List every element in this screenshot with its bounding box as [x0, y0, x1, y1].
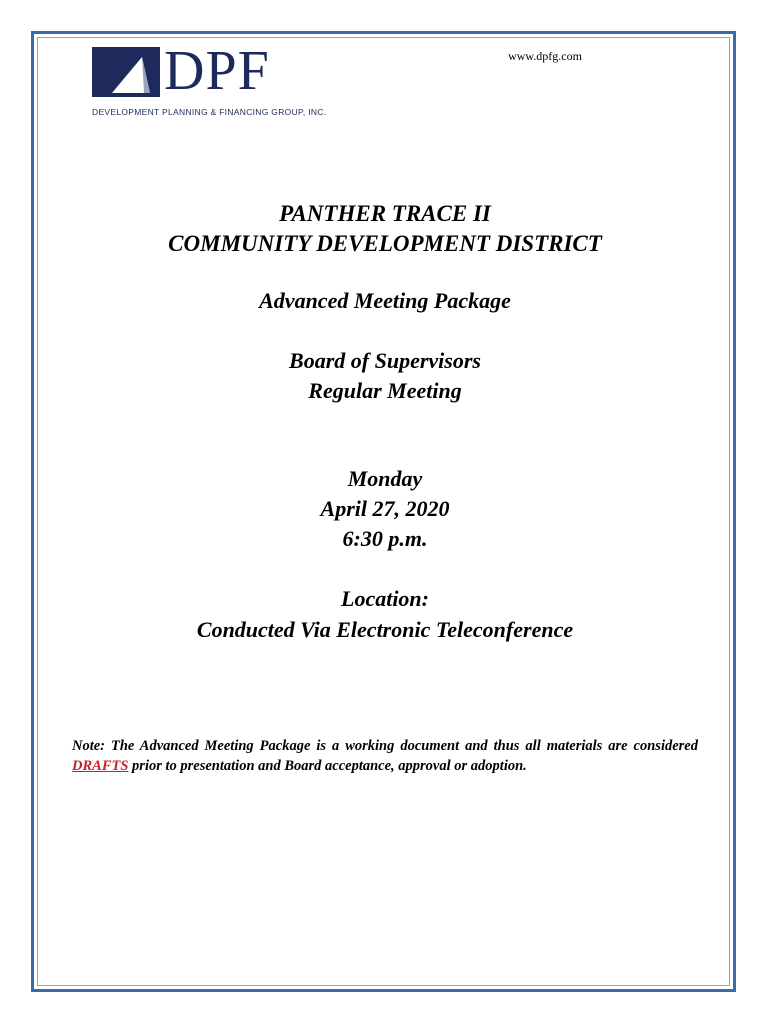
meeting-type: Regular Meeting	[308, 378, 462, 403]
meeting-datetime	[0, 464, 770, 554]
dpf-logo	[92, 40, 362, 122]
location-value: Conducted Via Electronic Teleconference	[196, 617, 574, 642]
logo-subtitle: DEVELOPMENT PLANNING & FINANCING GROUP, INC.	[92, 107, 327, 117]
package-label: Advanced Meeting Package	[259, 288, 511, 313]
meeting-location	[0, 583, 770, 645]
note-text-before: Note: The Advanced Meeting Package is a working document and thus all materials are considered	[72, 738, 698, 754]
location-label: Location:	[341, 586, 429, 611]
drafts-highlight: DRAFTS	[72, 758, 129, 774]
title-line-1: PANTHER TRACE II	[279, 201, 491, 226]
note-text-after: prior to presentation and Board acceptance, approval or adoption.	[128, 758, 527, 774]
meeting-day: Monday	[347, 466, 423, 491]
website-link[interactable]: www.dpfg.com	[508, 49, 582, 63]
meeting-time: 6:30 p.m.	[342, 526, 428, 551]
title-line-2: COMMUNITY DEVELOPMENT DISTRICT	[168, 231, 602, 256]
logo-text: DPF	[164, 40, 270, 102]
drafts-note	[72, 736, 698, 776]
package-title	[0, 286, 770, 316]
meeting-body: Board of Supervisors	[289, 348, 481, 373]
meeting-date: April 27, 2020	[320, 496, 450, 521]
logo-mark-icon	[92, 47, 160, 97]
district-title	[0, 199, 770, 259]
meeting-heading	[0, 346, 770, 406]
